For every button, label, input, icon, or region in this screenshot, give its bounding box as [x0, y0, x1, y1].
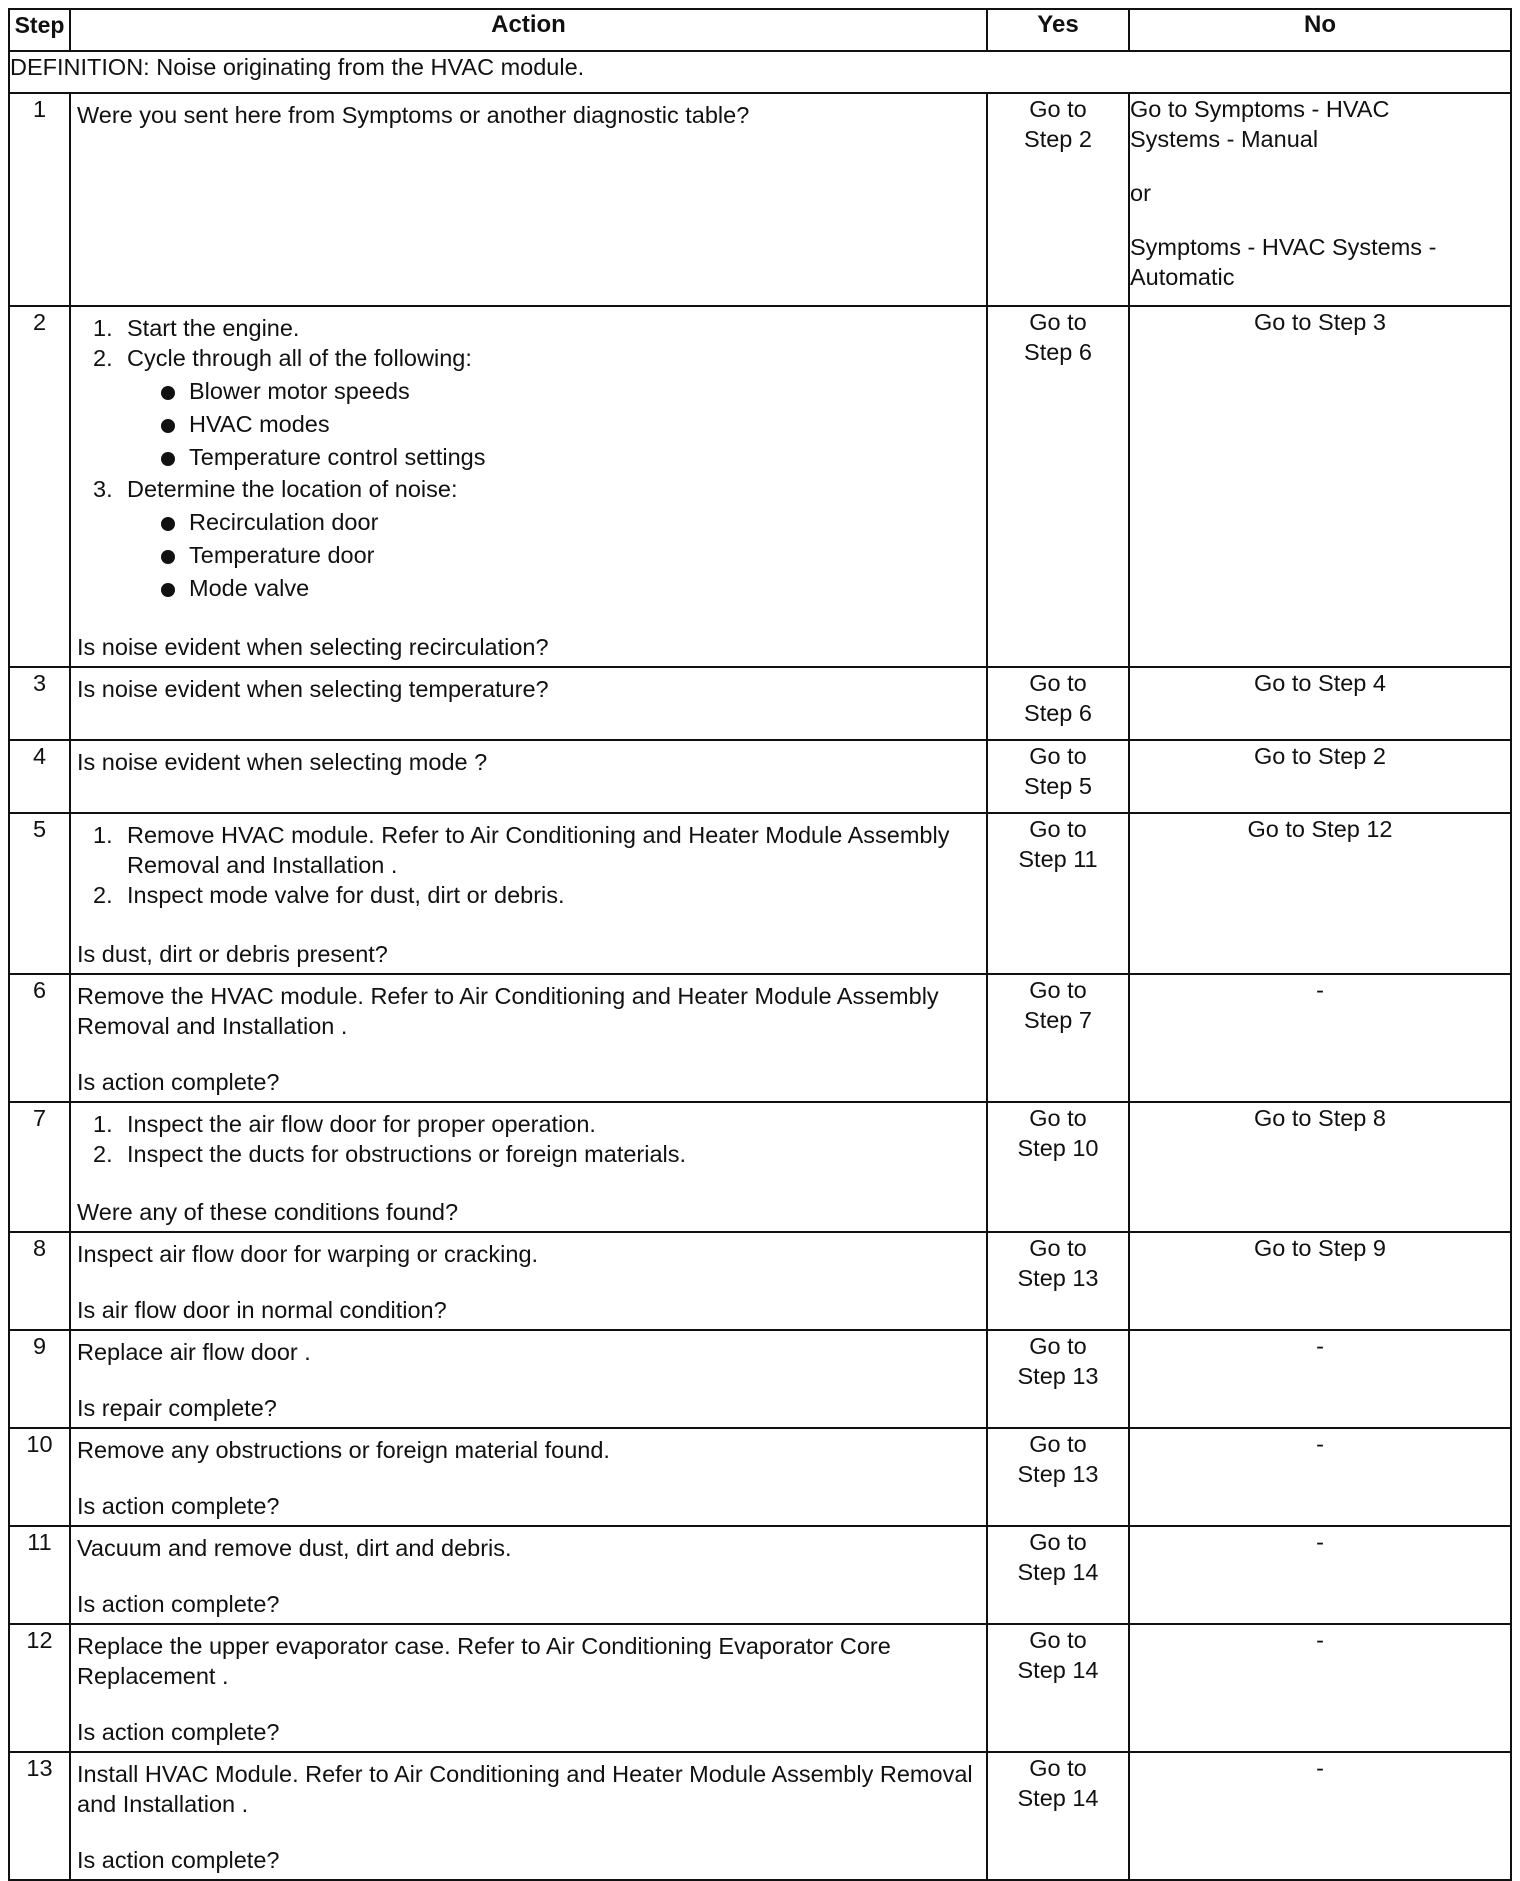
yes-step: Step 13 [1017, 1363, 1099, 1389]
action-text: Replace the upper evaporator case. Refer to Air Conditioning Evaporator Core Replacement . [77, 1633, 891, 1689]
yes-cell [987, 1102, 1129, 1232]
diagnostic-table [8, 8, 1512, 1881]
step-number: 2 [9, 306, 70, 667]
table-row [9, 1526, 1511, 1624]
step-number: 13 [9, 1752, 70, 1880]
table-row [9, 667, 1511, 740]
instruction-item [93, 1109, 980, 1139]
yes-go-to: Go to [1029, 1235, 1087, 1261]
instruction-text: Inspect mode valve for dust, dirt or debris. [127, 882, 565, 908]
table-row [9, 1624, 1511, 1752]
action-content [71, 814, 986, 916]
action-text: Remove any obstructions or foreign material found. [77, 1437, 610, 1463]
step-number: 7 [9, 1102, 70, 1232]
no-line: Symptoms - HVAC Systems - Automatic [1130, 234, 1437, 290]
yes-step: Step 2 [1024, 126, 1092, 152]
instruction-number: 1. [93, 1111, 113, 1137]
question-text: Is action complete? [77, 1591, 280, 1617]
action-content [71, 1753, 986, 1825]
bullet-dot-icon [161, 550, 175, 564]
action-content [71, 1429, 986, 1471]
instruction-text: Inspect the ducts for obstructions or foreign materials. [127, 1141, 687, 1167]
header-yes: Yes [987, 9, 1129, 51]
action-content [71, 741, 986, 783]
question-text: Were you sent here from Symptoms or another diagnostic table? [77, 102, 750, 128]
instruction-number: 1. [93, 822, 113, 848]
yes-cell [987, 1330, 1129, 1428]
yes-go-to: Go to [1029, 1333, 1087, 1359]
question-text: Is action complete? [77, 1847, 280, 1873]
instruction-text: Cycle through all of the following: [127, 345, 472, 371]
instruction-item [93, 880, 980, 910]
no-cell: - [1129, 974, 1511, 1102]
yes-go-to: Go to [1029, 743, 1087, 769]
step-number: 8 [9, 1232, 70, 1330]
bullet-text: Temperature door [189, 542, 375, 568]
question-text: Is dust, dirt or debris present? [77, 941, 388, 967]
action-cell [70, 813, 987, 974]
instruction-item [93, 820, 980, 880]
yes-cell [987, 1624, 1129, 1752]
no-cell: Go to Step 8 [1129, 1102, 1511, 1232]
bullet-dot-icon [161, 452, 175, 466]
yes-go-to: Go to [1029, 96, 1087, 122]
yes-go-to: Go to [1029, 1627, 1087, 1653]
step-number: 6 [9, 974, 70, 1102]
no-cell: - [1129, 1330, 1511, 1428]
question-text: Is noise evident when selecting temperature? [77, 676, 549, 702]
bullet-dot-icon [161, 583, 175, 597]
action-cell [70, 1526, 987, 1624]
question-text: Is air flow door in normal condition? [77, 1297, 447, 1323]
yes-cell [987, 740, 1129, 813]
step-number: 12 [9, 1624, 70, 1752]
action-cell [70, 93, 987, 306]
action-content [71, 307, 986, 611]
bullet-item [155, 375, 980, 408]
header-action: Action [70, 9, 987, 51]
yes-go-to: Go to [1029, 1431, 1087, 1457]
no-cell [1129, 93, 1511, 306]
question-text: Is action complete? [77, 1493, 280, 1519]
action-cell [70, 1102, 987, 1232]
yes-go-to: Go to [1029, 1755, 1087, 1781]
step-number: 1 [9, 93, 70, 306]
bullet-text: Mode valve [189, 575, 310, 601]
header-no: No [1129, 9, 1511, 51]
action-text: Replace air flow door . [77, 1339, 311, 1365]
yes-go-to: Go to [1029, 670, 1087, 696]
bullet-item [155, 572, 980, 605]
no-cell: Go to Step 4 [1129, 667, 1511, 740]
instruction-number: 2. [93, 1141, 113, 1167]
action-cell [70, 1752, 987, 1880]
table-row [9, 1330, 1511, 1428]
no-cell: - [1129, 1752, 1511, 1880]
action-content [71, 94, 986, 136]
yes-step: Step 6 [1024, 700, 1092, 726]
action-cell [70, 667, 987, 740]
step-number: 4 [9, 740, 70, 813]
yes-step: Step 6 [1024, 339, 1092, 365]
action-cell [70, 1330, 987, 1428]
table-row [9, 1232, 1511, 1330]
instruction-number: 3. [93, 476, 113, 502]
yes-go-to: Go to [1029, 309, 1087, 335]
yes-step: Step 5 [1024, 773, 1092, 799]
action-content [71, 975, 986, 1047]
table-row [9, 813, 1511, 974]
instruction-number: 2. [93, 345, 113, 371]
table-row [9, 740, 1511, 813]
yes-cell [987, 667, 1129, 740]
bullet-item [155, 506, 980, 539]
action-cell [70, 1428, 987, 1526]
bullet-text: HVAC modes [189, 411, 330, 437]
step-number: 10 [9, 1428, 70, 1526]
action-text: Vacuum and remove dust, dirt and debris. [77, 1535, 512, 1561]
step-number: 9 [9, 1330, 70, 1428]
no-line: or [1130, 180, 1151, 206]
instruction-list [77, 820, 980, 910]
instruction-text: Determine the location of noise: [127, 476, 458, 502]
step-number: 5 [9, 813, 70, 974]
bullet-item [155, 539, 980, 572]
action-text: Remove the HVAC module. Refer to Air Conditioning and Heater Module Assembly Removal and Installation . [77, 983, 939, 1039]
yes-cell [987, 306, 1129, 667]
no-cell: Go to Step 2 [1129, 740, 1511, 813]
action-content [71, 1331, 986, 1373]
instruction-list [77, 313, 980, 605]
no-cell: - [1129, 1526, 1511, 1624]
bullet-text: Blower motor speeds [189, 378, 410, 404]
bullet-dot-icon [161, 386, 175, 400]
bullet-dot-icon [161, 419, 175, 433]
action-content [71, 1103, 986, 1175]
yes-cell [987, 1752, 1129, 1880]
no-cell: - [1129, 1428, 1511, 1526]
action-cell [70, 1624, 987, 1752]
table-row [9, 1102, 1511, 1232]
no-cell: Go to Step 3 [1129, 306, 1511, 667]
table-row [9, 1428, 1511, 1526]
question-text: Is noise evident when selecting recirculation? [77, 634, 549, 660]
yes-cell [987, 974, 1129, 1102]
bullet-text: Temperature control settings [189, 444, 486, 470]
table-row [9, 974, 1511, 1102]
question-text: Were any of these conditions found? [77, 1199, 459, 1225]
yes-step: Step 14 [1017, 1657, 1099, 1683]
instruction-item [93, 343, 980, 474]
yes-step: Step 14 [1017, 1559, 1099, 1585]
definition-row [9, 51, 1511, 93]
table-row [9, 1752, 1511, 1880]
table-row [9, 306, 1511, 667]
yes-cell [987, 93, 1129, 306]
yes-step: Step 14 [1017, 1785, 1099, 1811]
instruction-number: 1. [93, 315, 113, 341]
yes-go-to: Go to [1029, 816, 1087, 842]
yes-step: Step 13 [1017, 1265, 1099, 1291]
action-cell [70, 974, 987, 1102]
header-step: Step [9, 9, 70, 51]
instruction-item [93, 1139, 980, 1169]
no-cell: Go to Step 12 [1129, 813, 1511, 974]
instruction-item [93, 474, 980, 605]
step-number: 11 [9, 1526, 70, 1624]
bullet-list [127, 375, 980, 474]
bullet-item [155, 441, 980, 474]
bullet-list [127, 506, 980, 605]
header-row [9, 9, 1511, 51]
action-cell [70, 306, 987, 667]
action-cell [70, 740, 987, 813]
yes-step: Step 10 [1017, 1135, 1099, 1161]
action-text: Inspect air flow door for warping or cracking. [77, 1241, 539, 1267]
action-text: Install HVAC Module. Refer to Air Conditioning and Heater Module Assembly Removal and Installation . [77, 1761, 973, 1817]
action-content [71, 1233, 986, 1275]
table-row [9, 93, 1511, 306]
yes-cell [987, 1428, 1129, 1526]
no-line: Go to Symptoms - HVAC Systems - Manual [1130, 96, 1390, 152]
step-number: 3 [9, 667, 70, 740]
instruction-number: 2. [93, 882, 113, 908]
bullet-dot-icon [161, 517, 175, 531]
yes-step: Step 13 [1017, 1461, 1099, 1487]
bullet-item [155, 408, 980, 441]
question-text: Is action complete? [77, 1069, 280, 1095]
action-cell [70, 1232, 987, 1330]
action-content [71, 1625, 986, 1697]
spacer [1130, 208, 1510, 232]
action-content [71, 668, 986, 710]
yes-cell [987, 1232, 1129, 1330]
yes-go-to: Go to [1029, 1529, 1087, 1555]
instruction-list [77, 1109, 980, 1169]
action-content [71, 1527, 986, 1569]
question-text: Is repair complete? [77, 1395, 277, 1421]
instruction-item [93, 313, 980, 343]
yes-go-to: Go to [1029, 1105, 1087, 1131]
instruction-text: Inspect the air flow door for proper operation. [127, 1111, 596, 1137]
spacer [1130, 154, 1510, 178]
yes-step: Step 11 [1018, 846, 1098, 872]
yes-cell [987, 1526, 1129, 1624]
no-cell: - [1129, 1624, 1511, 1752]
no-cell: Go to Step 9 [1129, 1232, 1511, 1330]
question-text: Is noise evident when selecting mode ? [77, 749, 488, 775]
yes-cell [987, 813, 1129, 974]
yes-step: Step 7 [1024, 1007, 1092, 1033]
instruction-text: Start the engine. [127, 315, 300, 341]
definition-text: DEFINITION: Noise originating from the HVAC module. [9, 51, 1511, 93]
yes-go-to: Go to [1029, 977, 1087, 1003]
question-text: Is action complete? [77, 1719, 280, 1745]
instruction-text: Remove HVAC module. Refer to Air Conditioning and Heater Module Assembly Removal and Installation . [127, 822, 950, 878]
bullet-text: Recirculation door [189, 509, 379, 535]
